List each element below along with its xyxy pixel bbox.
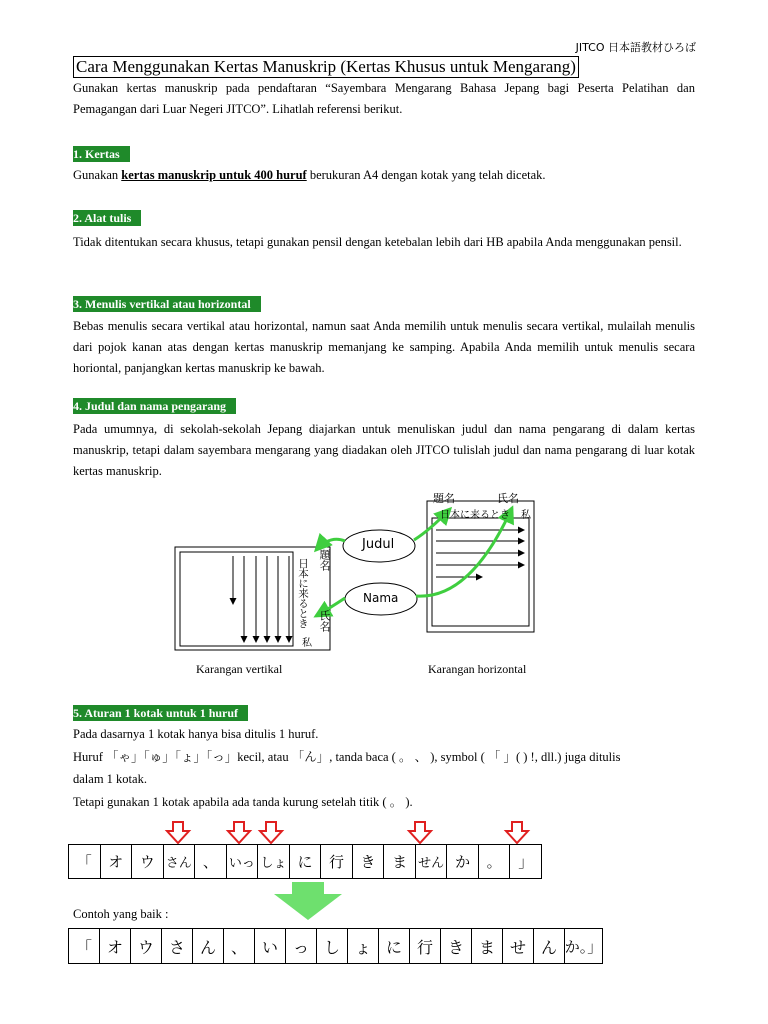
grid-cell: ま: [472, 929, 503, 963]
good-example-label: Contoh yang baik :: [73, 907, 169, 921]
horizontal-author: 私: [521, 510, 531, 521]
judul-label: Judul: [362, 537, 395, 552]
section-1-body: Gunakan kertas manuskrip untuk 400 huruf berukuran A4 dengan kotak yang telah dicetak.: [73, 168, 546, 182]
grid-cell: っ: [286, 929, 317, 963]
header-brand: JITCO 日本語教材ひろば: [575, 41, 696, 54]
section-4-heading: 4. Judul dan nama pengarang: [73, 398, 236, 414]
grid-cell: せん: [416, 845, 448, 878]
caption-vertical: Karangan vertikal: [196, 662, 283, 676]
grid-cell: 行: [410, 929, 441, 963]
section-3-heading: 3. Menulis vertikal atau horizontal: [73, 296, 261, 312]
writing-direction-diagram: [0, 480, 768, 660]
vertical-title-label: 題名: [318, 549, 331, 571]
grid-cell: か。」: [564, 937, 603, 956]
grid-cell: 、: [195, 845, 227, 878]
horizontal-sample-text: 日本に来るとき: [440, 510, 510, 521]
grid-cell: い: [255, 929, 286, 963]
grid-cell: 。: [479, 845, 511, 878]
grid-cell: いっ: [227, 845, 259, 878]
document-title: Cara Menggunakan Kertas Manuskrip (Kertas Khusus untuk Mengarang): [73, 56, 579, 78]
grid-cell: さ: [162, 929, 193, 963]
horizontal-name-label: 氏名: [497, 492, 519, 505]
section-5-line-4: Tetapi gunakan 1 kotak apabila ada tanda kurung setelah titik ( 。 ).: [73, 795, 413, 809]
bad-example-grid: [68, 844, 542, 879]
grid-cell: に: [290, 845, 322, 878]
grid-cell: しょ: [258, 845, 290, 878]
grid-cell: に: [379, 929, 410, 963]
grid-cell: さん: [164, 845, 196, 878]
section-5-line-2: Huruf 「ゃ」「ゅ」「ょ」「っ」kecil, atau 「ん」, tanda baca ( 。 、 ), symbol ( 「 」( ) !, dll.) juga ditulis: [73, 750, 621, 764]
grid-cell: し: [317, 929, 348, 963]
section-5-line-1: Pada dasarnya 1 kotak hanya bisa ditulis 1 huruf.: [73, 727, 319, 741]
intro-paragraph: Gunakan kertas manuskrip pada pendaftaran “Sayembara Mengarang Bahasa Jepang bagi Peserta Pelatihan dan Pemagangan dari Luar Negeri JITCO”. Lihatlah referensi berikut.: [73, 81, 695, 116]
section-5-heading: 5. Aturan 1 kotak untuk 1 huruf: [73, 705, 248, 721]
grid-cell: ウ: [131, 929, 162, 963]
good-example-grid: [68, 928, 603, 964]
section-5-line-3: dalam 1 kotak.: [73, 772, 147, 786]
grid-cell: ん: [193, 929, 224, 963]
section-1-heading: 1. Kertas: [73, 146, 130, 162]
grid-cell: 」: [518, 853, 534, 871]
green-down-arrow: [268, 882, 348, 922]
grid-cell: 、: [224, 929, 255, 963]
section-1-emphasis: kertas manuskrip untuk 400 huruf: [121, 168, 307, 182]
grid-cell: オ: [100, 929, 131, 963]
vertical-name-label: 氏名: [318, 610, 331, 632]
grid-cell: 「: [69, 929, 100, 963]
grid-cell: き: [441, 929, 472, 963]
section-2-heading: 2. Alat tulis: [73, 210, 141, 226]
horizontal-title-label: 題名: [433, 492, 455, 505]
grid-cell: ま: [384, 845, 416, 878]
section-3-body: Bebas menulis secara vertikal atau horizontal, namun saat Anda memilih untuk menulis secara vertikal, mulailah menulis dari pojok kanan atas dengan kertas manuskrip memanjang ke samping. Apabila Anda memilih untuk menulis secara horiontal, panjangkan kertas manuskrip ke bawah.: [73, 319, 695, 375]
grid-cell: 行: [321, 845, 353, 878]
vertical-sample-text: 日本に来るとき: [297, 558, 309, 628]
grid-cell: ょ: [348, 929, 379, 963]
section-4-body: Pada umumnya, di sekolah-sekolah Jepang diajarkan untuk menuliskan judul dan nama pengarang di dalam kertas manuskrip, tetapi dalam sayembara mengarang yang diadakan oleh JITCO tulislah judul dan nama pengarang di luar kotak kertas manuskrip.: [73, 422, 695, 478]
grid-cell: ウ: [132, 845, 164, 878]
grid-cell: せ: [503, 929, 534, 963]
vertical-author: 私: [302, 638, 312, 649]
nama-label: Nama: [363, 591, 399, 605]
grid-cell: か: [447, 845, 479, 878]
grid-cell: オ: [101, 845, 133, 878]
grid-cell: き: [353, 845, 385, 878]
section-2-body: Tidak ditentukan secara khusus, tetapi gunakan pensil dengan ketebalan lebih dari HB apabila Anda menggunakan pensil.: [73, 235, 682, 249]
caption-horizontal: Karangan horizontal: [428, 662, 527, 676]
grid-cell: ん: [534, 929, 565, 963]
red-down-arrows: [0, 818, 768, 846]
grid-cell: 「: [69, 845, 101, 878]
